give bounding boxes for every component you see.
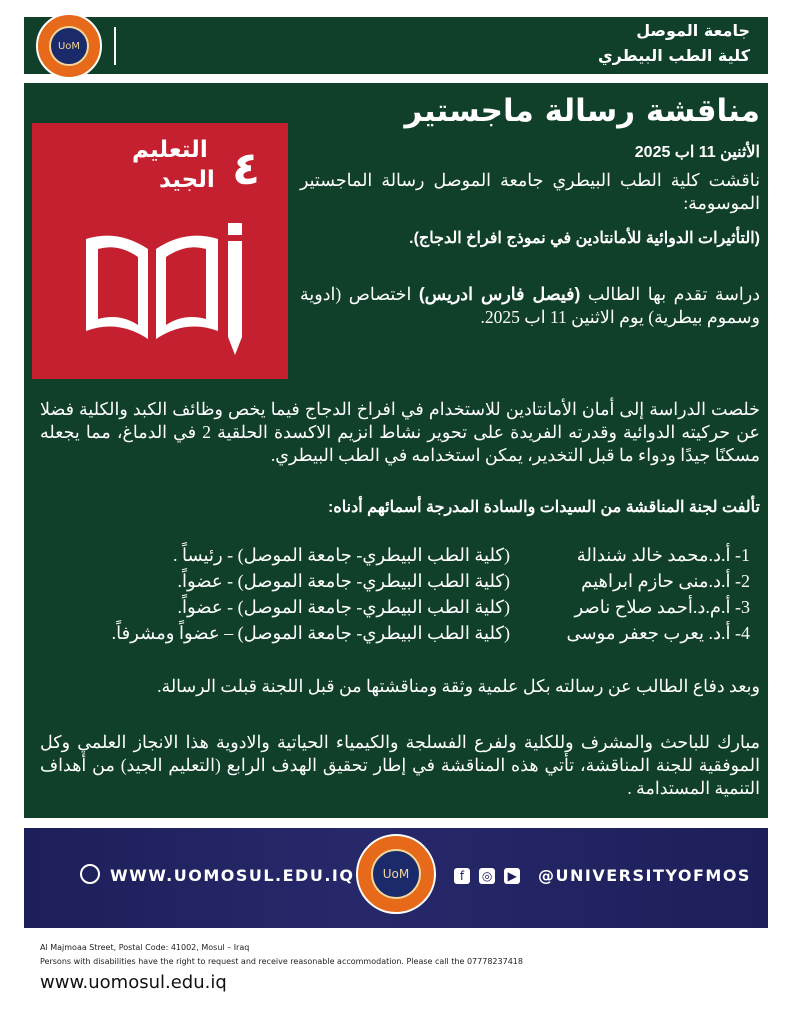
committee-heading: تألفت لجنة المناقشة من السيدات والسادة المدرجة أسمائهم أدناه: <box>328 499 760 516</box>
defense-text: وبعد دفاع الطالب عن رسالته بكل علمية وثقة ومناقشتها من قبل اللجنة قبلت الرسالة. <box>157 676 760 696</box>
globe-icon <box>80 864 100 884</box>
footer-logo-emblem: UoM <box>371 849 421 899</box>
committee-member <box>48 597 768 623</box>
social-icons <box>452 865 522 884</box>
instagram-icon[interactable]: ◎ <box>479 868 495 884</box>
university-name: جامعة الموصل <box>636 21 750 40</box>
committee-member <box>48 571 768 597</box>
study-suffix: اختصاص (ادوية وسموم بيطرية) يوم الاثنين 11 اب 2025. <box>300 284 760 327</box>
sdg-label-line2: الجيد <box>159 167 215 193</box>
member-affiliation: (كلية الطب البيطري- جامعة الموصل) - عضواً. <box>177 597 510 617</box>
committee-member <box>48 545 768 571</box>
member-affiliation: (كلية الطب البيطري- جامعة الموصل) - رئيساً . <box>172 545 510 565</box>
accessibility-text: Persons with disabilities have the right to request and receive reasonable accommodation. Please call the 07778237418 <box>40 957 523 966</box>
book-pencil-icon <box>78 219 248 359</box>
article-title: مناقشة رسالة ماجستير <box>404 93 760 129</box>
study-prefix: دراسة تقدم بها الطالب <box>580 284 760 304</box>
sdg-number: ٤ <box>232 141 261 195</box>
conclusion-text: خلصت الدراسة إلى أمان الأمانتادين للاستخدام في افراخ الدجاج فيما يخص وظائف الكبد والكلية فضلا عن حركيته الدوائية وقدرته الفريدة على تحوير نشاط انزيم الاكسدة الحلقية 2 في الدماغ، مما يجعله مسكنًا جيدًا ودواء ما قبل التخدير، يمكن استخدامه في الطب البيطري. <box>40 399 760 465</box>
website-link[interactable]: WWW.UOMOSUL.EDU.IQ <box>110 866 355 885</box>
sdg-label-line1: التعليم <box>132 137 208 163</box>
congrats-text: مبارك للباحث والمشرف وللكلية ولفرع الفسلجة والكيمياء الحياتية والادوية هذا الانجاز العلمي وكل الموفقية للجنة المناقشة، تأتي هذه المناقشة في إطار تحقيق الهدف الرابع (التعليم الجيد) من أهداف التنمية المستدامة . <box>40 732 760 798</box>
sdg4-badge <box>32 123 288 379</box>
header-banner <box>24 17 768 74</box>
facebook-icon[interactable]: f <box>454 868 470 884</box>
university-logo <box>36 13 102 79</box>
site-url[interactable]: www.uomosul.edu.iq <box>40 972 227 993</box>
member-name: 2- أ.د.منى حازم ابراهيم <box>581 571 750 591</box>
footer-banner <box>24 828 768 928</box>
member-name: 3- أ.م.د.أحمد صلاح ناصر <box>574 597 750 617</box>
thesis-title: (التأثيرات الدوائية للأمانتادين في نموذج افراخ الدجاج). <box>409 230 760 247</box>
youtube-icon[interactable]: ▶ <box>504 868 520 884</box>
header-divider <box>114 27 116 65</box>
member-affiliation: (كلية الطب البيطري- جامعة الموصل) – عضواً ومشرفاً. <box>111 623 510 643</box>
social-handle[interactable]: @UNIVERSITYOFMOS <box>538 866 751 885</box>
college-name: كلية الطب البيطري <box>598 46 750 65</box>
member-affiliation: (كلية الطب البيطري- جامعة الموصل) - عضواً. <box>177 571 510 591</box>
committee-member <box>48 623 768 649</box>
member-name: 4- أ.د. يعرب جعفر موسى <box>566 623 750 643</box>
logo-emblem: UoM <box>49 26 89 66</box>
intro-text: ناقشت كلية الطب البيطري جامعة الموصل رسالة الماجستير الموسومة: <box>300 170 760 213</box>
member-name: 1- أ.د.محمد خالد شندالة <box>576 545 750 565</box>
address-text: Al Majmoaa Street, Postal Code: 41002, Mosul – Iraq <box>40 943 250 952</box>
student-name: (فيصل فارس ادريس) <box>418 284 581 304</box>
footer-university-logo <box>356 834 436 914</box>
news-panel <box>24 83 768 818</box>
article-date: الأثنين 11 اب 2025 <box>634 144 760 161</box>
study-text <box>300 283 760 329</box>
